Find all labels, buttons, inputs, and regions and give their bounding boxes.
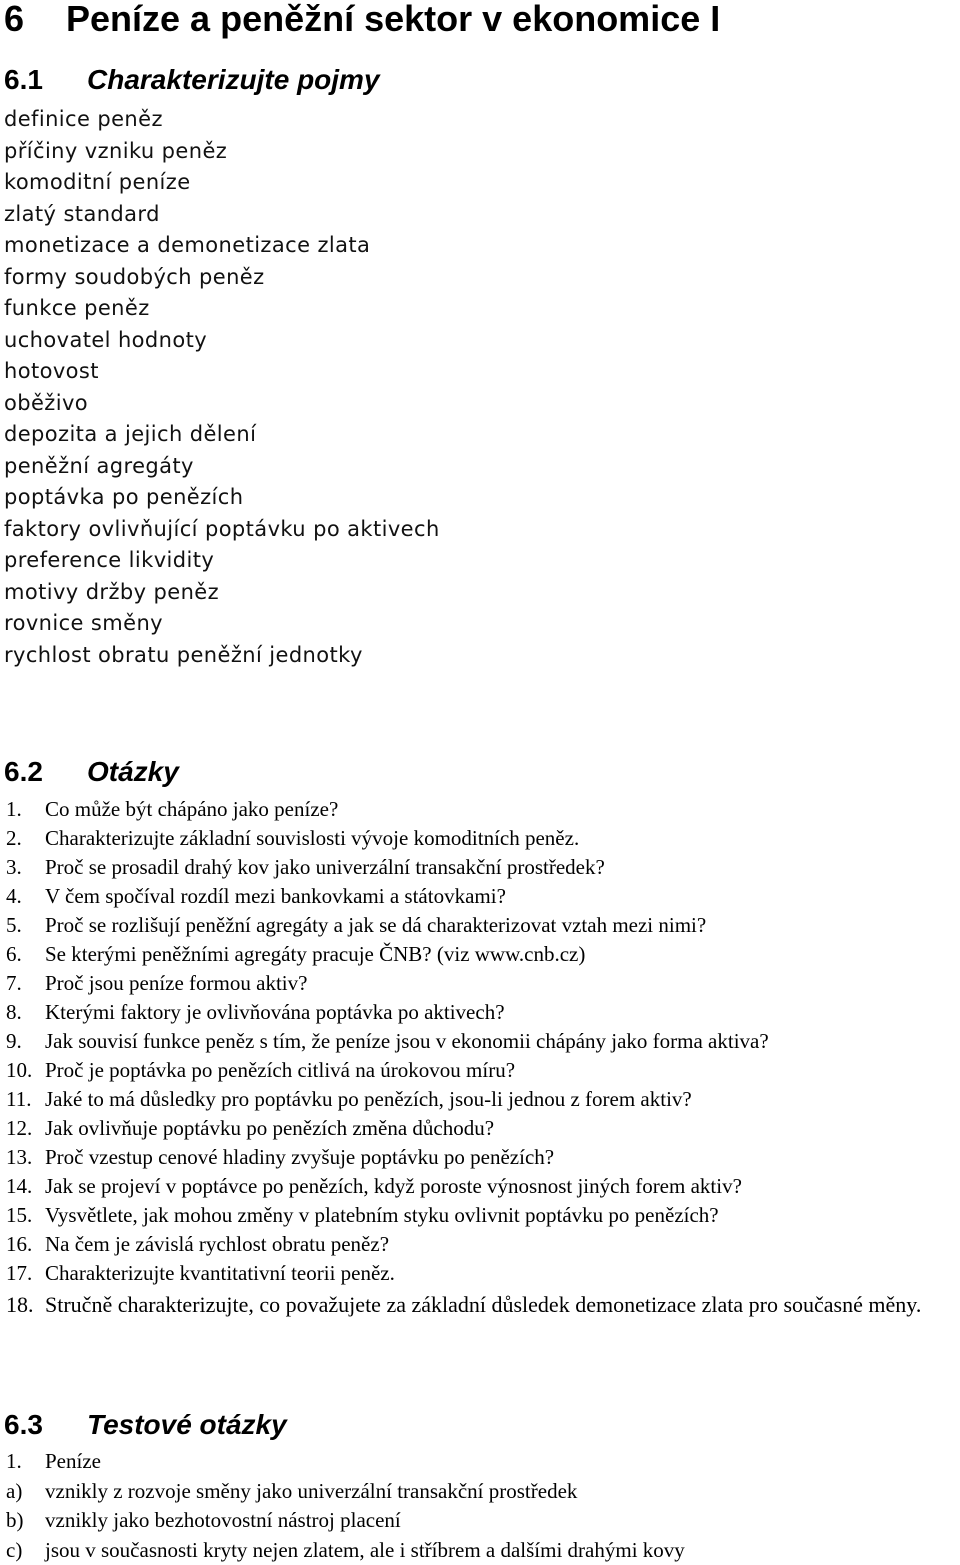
section-title: Otázky [87,756,179,787]
chapter-number: 6 [4,0,25,39]
chapter-title [4,0,720,44]
question-item [6,969,960,998]
question-number: 13. [6,1145,33,1169]
term-item: uchovatel hodnoty [4,327,208,352]
term-item: depozita a jejich dělení [4,422,257,446]
question-text: Stručně charakterizujte, co považujete za základní důsledek demonetizace zlata pro současné měny. [45,1292,922,1317]
question-text: Proč se rozlišují peněžní agregáty a jak se dá charakterizovat vztah mezi nimi? [45,913,707,937]
section-title: Testové otázky [87,1409,287,1440]
question-number: 5. [6,913,22,937]
section-number: 6.1 [4,64,43,95]
term-item: zlatý standard [4,201,160,226]
question-item [6,882,960,911]
section-heading-6-3 [4,1407,287,1443]
questions-list [6,795,960,1320]
term-item: monetizace a demonetizace zlata [4,233,371,257]
question-text: Proč jsou peníze formou aktiv? [45,971,308,995]
question-item [6,1289,960,1320]
question-text: Jak ovlivňuje poptávku po penězích změna důchodu? [45,1116,495,1140]
section-heading-6-2 [4,754,179,790]
question-text: Jaké to má důsledky pro poptávku po penězích, jsou-li jednou z forem aktiv? [45,1087,692,1111]
answer-option [6,1536,685,1565]
question-item [6,795,960,824]
question-text: Proč vzestup cenové hladiny zvyšuje poptávku po penězích? [45,1145,555,1169]
test-question [6,1447,685,1477]
term-item: funkce peněz [4,296,150,320]
question-item [6,998,960,1027]
term-item: definice peněz [4,107,163,131]
question-item [6,824,960,853]
item-text: vznikly z rozvoje směny jako univerzální transakční prostředek [45,1478,578,1503]
term-item: preference likvidity [4,548,215,572]
section-title: Charakterizujte pojmy [87,64,380,95]
test-questions-list [6,1447,685,1565]
question-number: 16. [6,1232,33,1256]
question-text: Jak se projeví v poptávce po penězích, když poroste výnosnost jiných forem aktiv? [45,1174,742,1198]
term-item: motivy držby peněz [4,579,220,604]
question-number: 9. [6,1029,22,1053]
question-text: Jak souvisí funkce peněz s tím, že peníze jsou v ekonomii chápány jako forma aktiva? [45,1029,769,1053]
question-text: V čem spočíval rozdíl mezi bankovkami a státovkami? [45,884,506,908]
question-item [6,1085,960,1114]
question-number: 10. [6,1058,33,1082]
question-item [6,1259,960,1288]
item-marker: a) [6,1478,23,1503]
question-item [6,1201,960,1230]
question-item [6,1143,960,1172]
question-number: 17. [6,1261,33,1285]
term-item: rovnice směny [4,611,163,635]
term-item: rychlost obratu peněžní jednotky [4,642,363,667]
question-text: Charakterizujte kvantitativní teorii peněz. [45,1261,395,1285]
question-text: Vysvětlete, jak mohou změny v platebním styku ovlivnit poptávku po penězích? [45,1203,719,1227]
terms-list [4,104,440,671]
item-text: Peníze [45,1449,101,1473]
question-number: 11. [6,1087,32,1111]
question-item [6,1114,960,1143]
section-heading-6-1 [4,62,380,98]
question-number: 14. [6,1174,33,1198]
question-text: Kterými faktory je ovlivňována poptávka po aktivech? [45,1000,505,1024]
section-number: 6.3 [4,1409,43,1440]
question-number: 1. [6,797,22,821]
question-text: Se kterými peněžními agregáty pracuje ČNB? (viz www.cnb.cz) [45,942,586,966]
term-item: formy soudobých peněz [4,264,265,289]
question-number: 2. [6,826,22,850]
item-text: jsou v současnosti kryty nejen zlatem, ale i stříbrem a dalšími drahými kovy [45,1537,685,1562]
question-item [6,1027,960,1056]
question-text: Proč je poptávka po penězích citlivá na úrokovou míru? [45,1058,516,1082]
item-marker: 1. [6,1449,22,1473]
item-marker: b) [6,1508,24,1532]
question-number: 6. [6,942,22,966]
item-marker: c) [6,1537,23,1562]
question-item [6,1056,960,1085]
answer-option [6,1506,685,1536]
question-text: Proč se prosadil drahý kov jako univerzální transakční prostředek? [45,855,605,879]
section-number: 6.2 [4,756,43,787]
question-text: Charakterizujte základní souvislosti vývoje komoditních peněz. [45,826,580,850]
question-item [6,911,960,940]
term-item: peněžní agregáty [4,453,194,478]
question-item [6,1230,960,1259]
term-item: oběživo [4,390,89,415]
item-text: vznikly jako bezhotovostní nástroj placení [45,1508,401,1532]
question-number: 12. [6,1116,33,1140]
question-number: 4. [6,884,22,908]
question-text: Co může být chápáno jako peníze? [45,797,339,821]
term-item: příčiny vzniku peněz [4,138,228,163]
question-item [6,853,960,882]
answer-option [6,1477,685,1507]
term-item: komoditní peníze [4,170,191,194]
question-number: 7. [6,971,22,995]
question-number: 3. [6,855,22,879]
question-number: 18. [6,1292,34,1317]
term-item: faktory ovlivňující poptávku po aktivech [4,516,440,541]
chapter-title-text: Peníze a peněžní sektor v ekonomice I [66,0,721,39]
term-item: poptávka po penězích [4,485,244,509]
question-number: 15. [6,1203,33,1227]
question-number: 8. [6,1000,22,1024]
question-text: Na čem je závislá rychlost obratu peněz? [45,1232,390,1256]
question-item [6,1172,960,1201]
question-item [6,940,960,969]
term-item: hotovost [4,359,99,383]
